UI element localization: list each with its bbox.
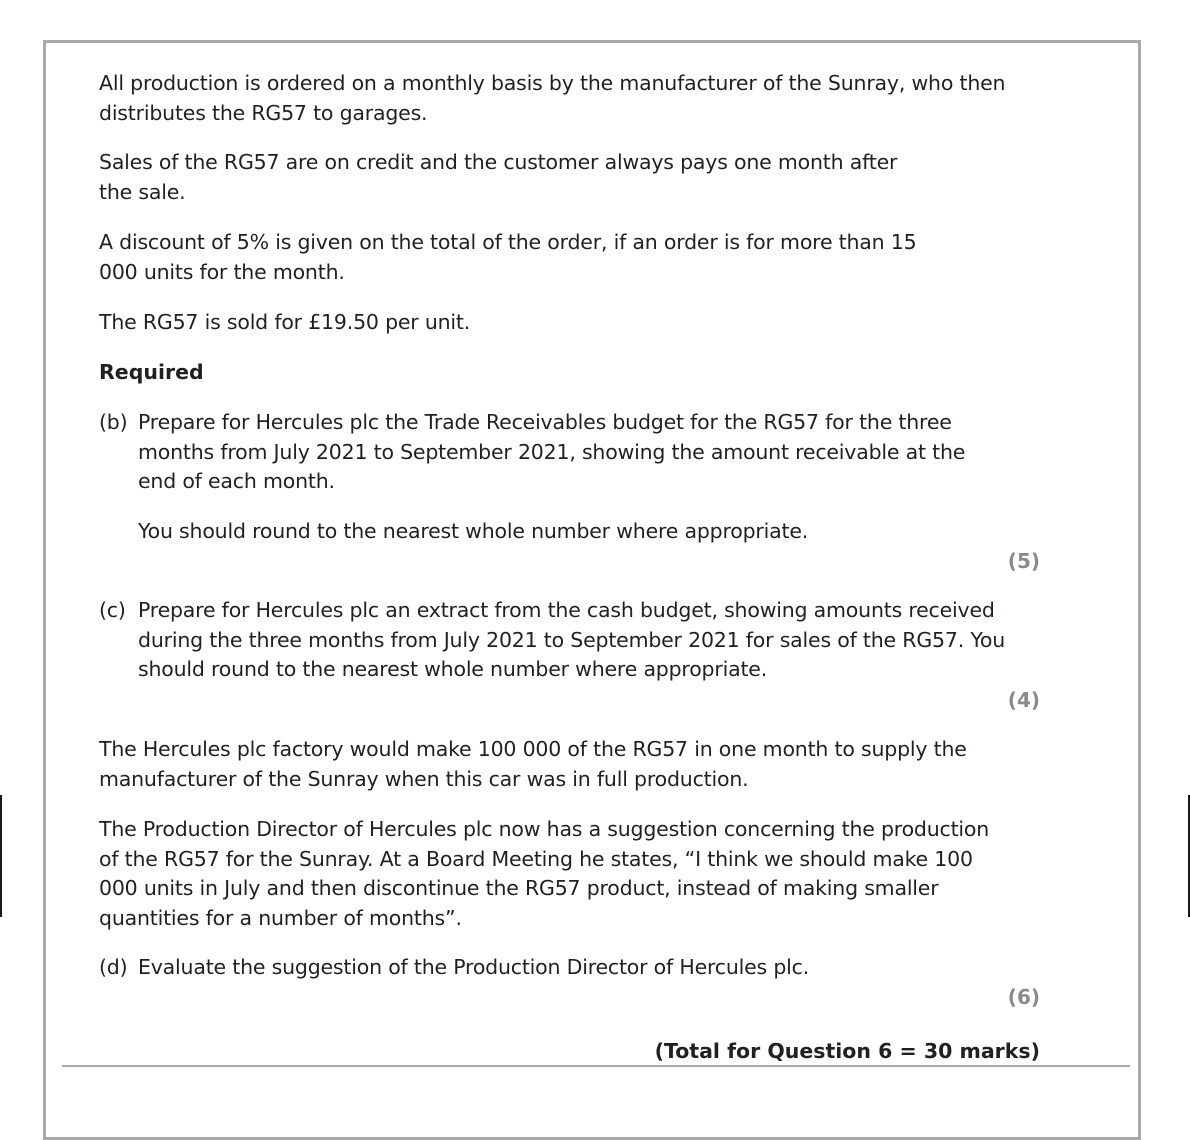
question-c [99, 596, 1009, 685]
paragraph-production-ordering: All production is ordered on a monthly basis by the manufacturer of the Sunray, who then distributes the RG57 to garages. [99, 71, 1006, 125]
question-b-text: Prepare for Hercules plc the Trade Receivables budget for the RG57 for the three months from July 2021 to September 2021, showing the amount receivable at the end of each month. [138, 410, 966, 493]
paragraph-discount: A discount of 5% is given on the total of the order, if an order is for more than 15 000 units for the month. [99, 230, 917, 284]
question-total: (Total for Question 6 = 30 marks) [654, 1039, 1040, 1063]
question-d [99, 953, 1009, 983]
question-d-label: (d) [99, 955, 128, 979]
paragraph-credit-sales: Sales of the RG57 are on credit and the customer always pays one month after the sale. [99, 150, 898, 204]
paragraph-director-suggestion: The Production Director of Hercules plc now has a suggestion concerning the production of the RG57 for the Sunray. At a Board Meeting he states, “I think we should make 100 000 units in July and then discontinue the RG57 product, instead of making smaller quantities for a number of months”. [99, 817, 990, 930]
question-c-marks: (4) [1007, 688, 1040, 712]
paragraph-selling-price: The RG57 is sold for £19.50 per unit. [99, 310, 471, 334]
question-c-label: (c) [99, 598, 126, 622]
question-b-marks: (5) [1007, 549, 1040, 573]
question-c-text: Prepare for Hercules plc an extract from the cash budget, showing amounts received during the three months from July 2021 to September 2021 for sales of the RG57. You should round to the nearest whole number where appropriate. [138, 598, 1006, 681]
bottom-rule [62, 1065, 1130, 1067]
question-b [99, 408, 1009, 497]
question-d-marks: (6) [1007, 985, 1040, 1009]
paragraph-factory-capacity: The Hercules plc factory would make 100 000 of the RG57 in one month to supply the manufacturer of the Sunray when this car was in full production. [99, 737, 967, 791]
question-b-label: (b) [99, 410, 128, 434]
question-d-text: Evaluate the suggestion of the Production Director of Hercules plc. [138, 955, 810, 979]
left-margin-mark [0, 795, 2, 917]
required-heading: Required [99, 360, 204, 384]
question-b-note: You should round to the nearest whole number where appropriate. [138, 519, 809, 543]
